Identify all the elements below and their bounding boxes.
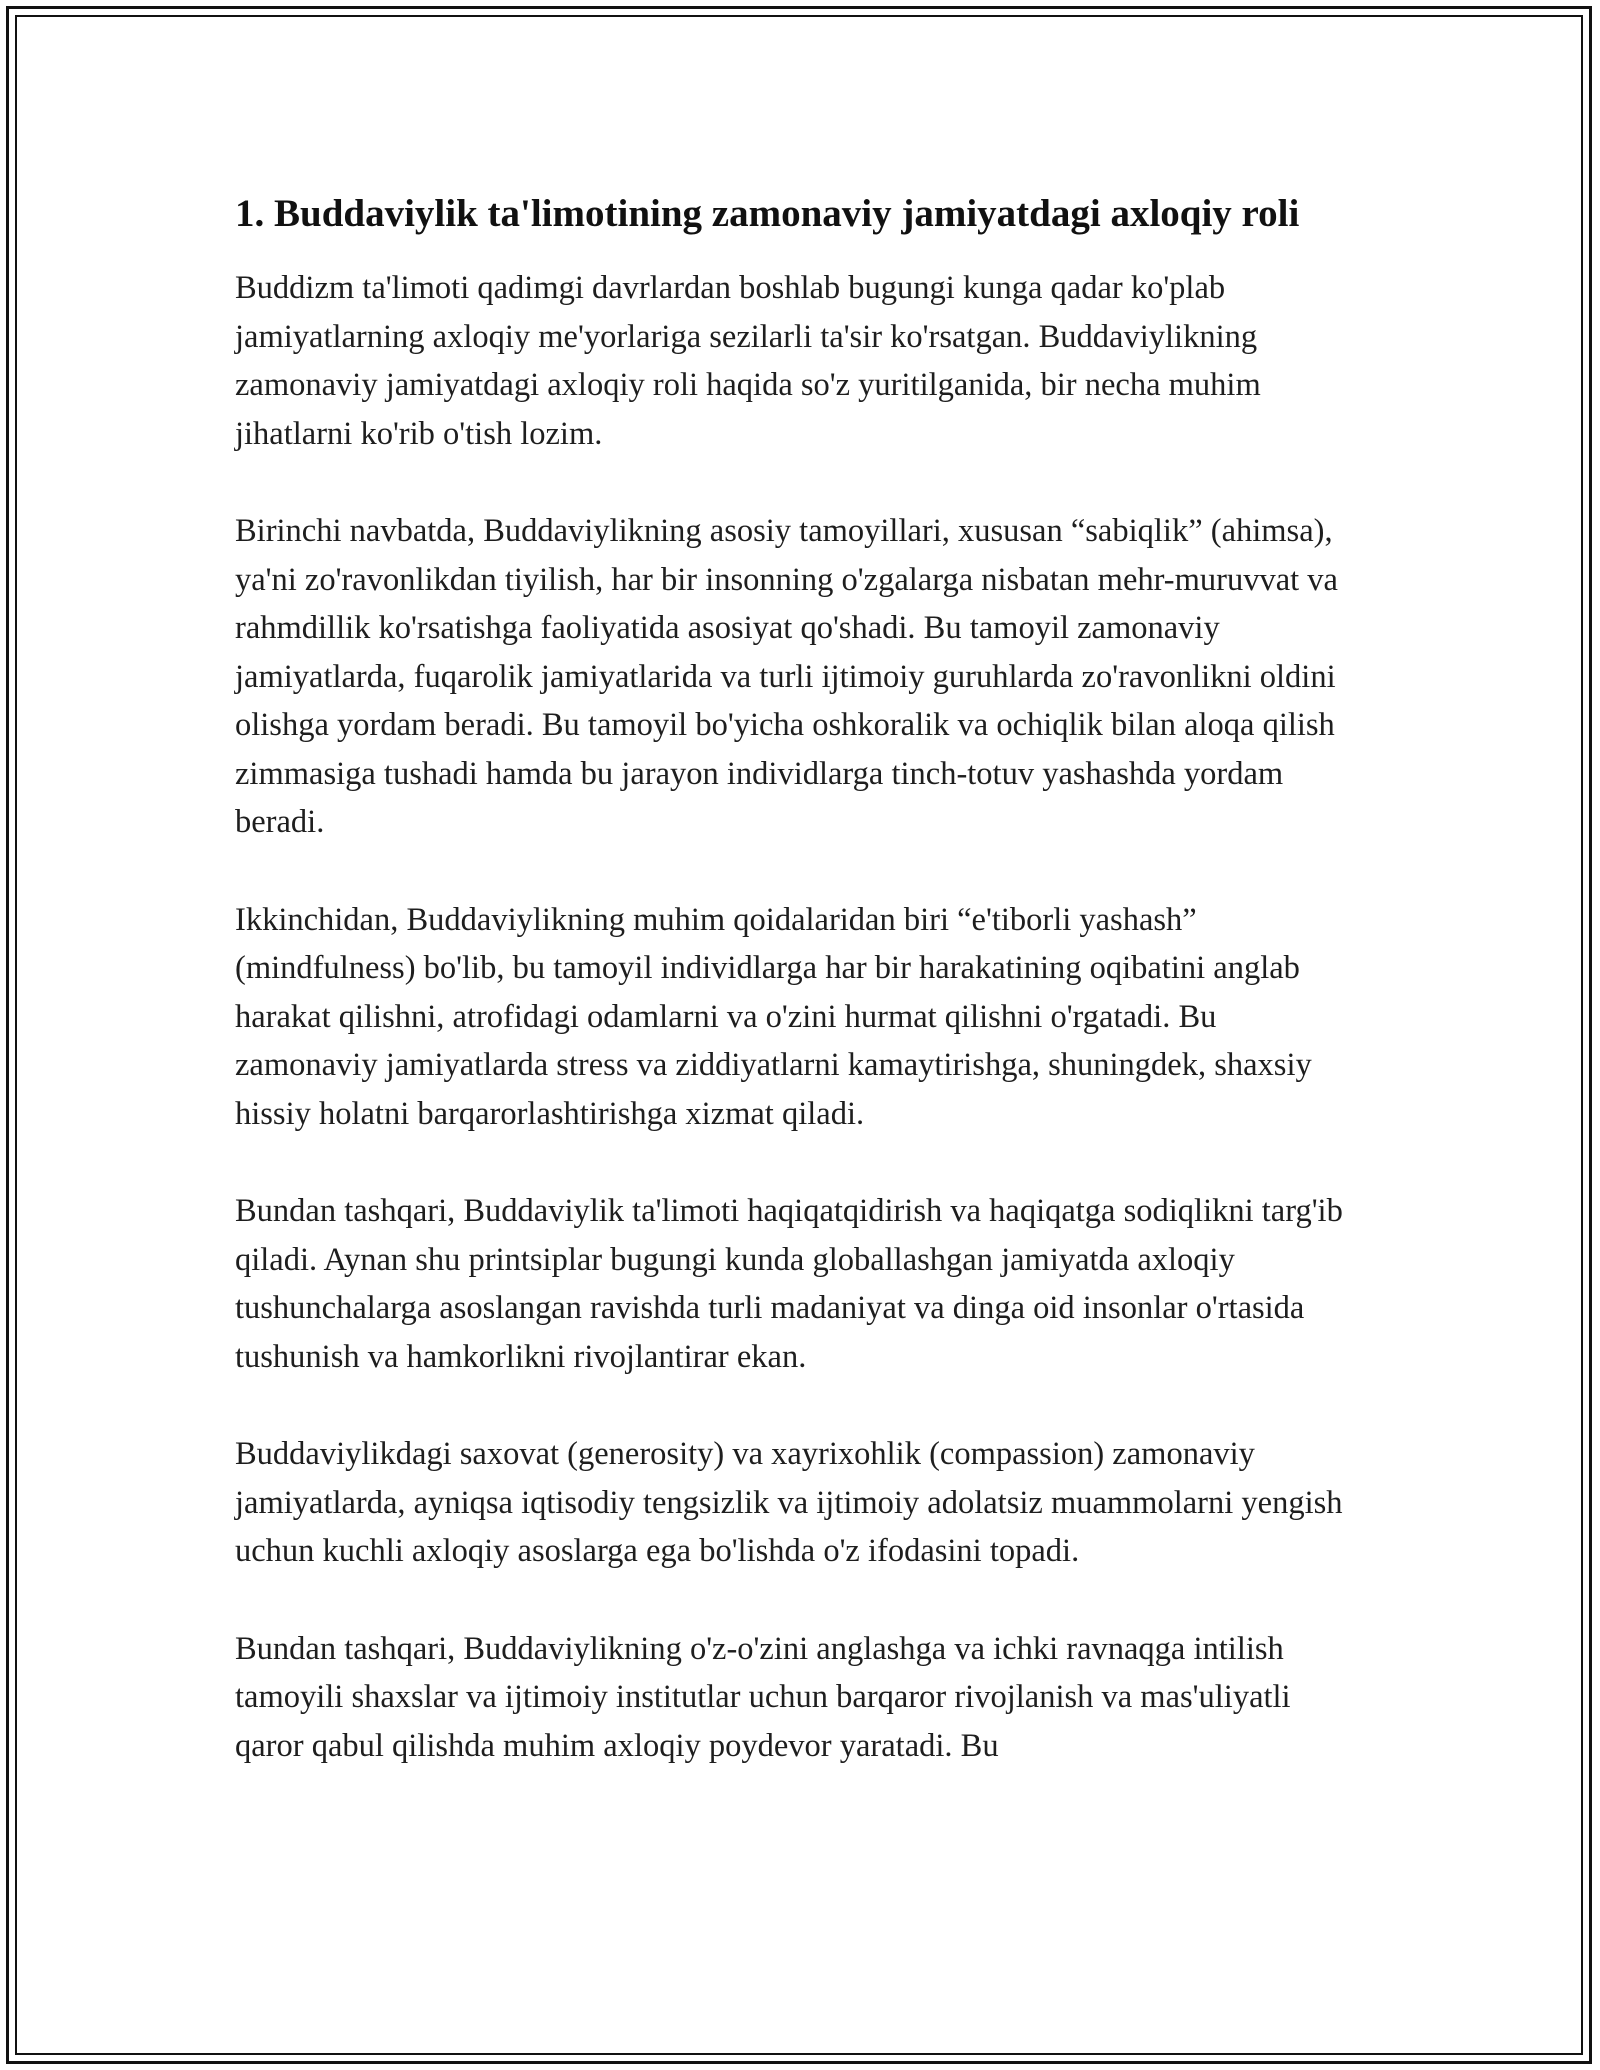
paragraph-generosity: Buddaviylikdagi saxovat (generosity) va xayrixohlik (compassion) zamonaviy jamiyatlarda, ayniqsa iqtisodiy tengsizlik va ijtimoiy adolatsiz muammolarni yengish uchun kuchli axloqiy asoslarga ega bo'lishda o'z ifodasini topadi. [235, 1436, 1343, 1569]
paragraph-ahimsa: Birinchi navbatda, Buddaviylikning asosiy tamoyillari, xususan “sabiqlik” (ahimsa), ya'ni zo'ravonlikdan tiyilish, har bir insonning o'zgalarga nisbatan mehr-muruvvat va rahmdillik ko'rsatishga faoliyatida asosiyat qo'shadi. Bu tamoyil zamonaviy jamiyatlarda, fuqarolik jamiyatlarida va turli ijtimoiy guruhlarda zo'ravonlikni oldini olishga yordam beradi. Bu tamoyil bo'yicha oshkoralik va ochiqlik bilan aloqa qilish zimmasiga tushadi hamda bu jarayon individlarga tinch-totuv yashashda yordam beradi. [235, 513, 1338, 840]
paragraph-mindfulness: Ikkinchidan, Buddaviylikning muhim qoidalaridan biri “e'tiborli yashash” (mindfulness) bo'lib, bu tamoyil individlarga har bir harakatining oqibatini anglab harakat qilishni, atrofidagi odamlarni va o'zini hurmat qilishni o'rgatadi. Bu zamonaviy jamiyatlarda stress va ziddiyatlarni kamaytirishga, shuningdek, shaxsiy hissiy holatni barqarorlashtirishga xizmat qiladi. [235, 901, 1312, 1132]
paragraph-truth: Bundan tashqari, Buddaviylik ta'limoti haqiqatqidirish va haqiqatga sodiqlikni targ'ib qiladi. Aynan shu printsiplar bugungi kunda globallashgan jamiyatda axloqiy tushunchalarga asoslangan ravishda turli madaniyat va dinga oid insonlar o'rtasida tushunish va hamkorlikni rivojlantirar ekan. [235, 1193, 1343, 1375]
document-body [235, 186, 1365, 1819]
paragraph-self-awareness: Bundan tashqari, Buddaviylikning o'z-o'zini anglashga va ichki ravnaqga intilish tamoyili shaxslar va ijtimoiy institutlar uchun barqaror rivojlanish va mas'uliyatli qaror qabul qilishda muhim axloqiy poydevor yaratadi. Bu [235, 1630, 1291, 1764]
paragraph-intro: Buddizm ta'limoti qadimgi davrlardan boshlab bugungi kunga qadar ko'plab jamiyatlarning axloqiy me'yorlariga sezilarli ta'sir ko'rsatgan. Buddaviylikning zamonaviy jamiyatdagi axloqiy roli haqida so'z yuritilganida, bir necha muhim jihatlarni ko'rib o'tish lozim. [235, 270, 1261, 452]
section-title: 1. Buddaviylik ta'limotining zamonaviy jamiyatdagi axloqiy roli [235, 192, 1300, 235]
